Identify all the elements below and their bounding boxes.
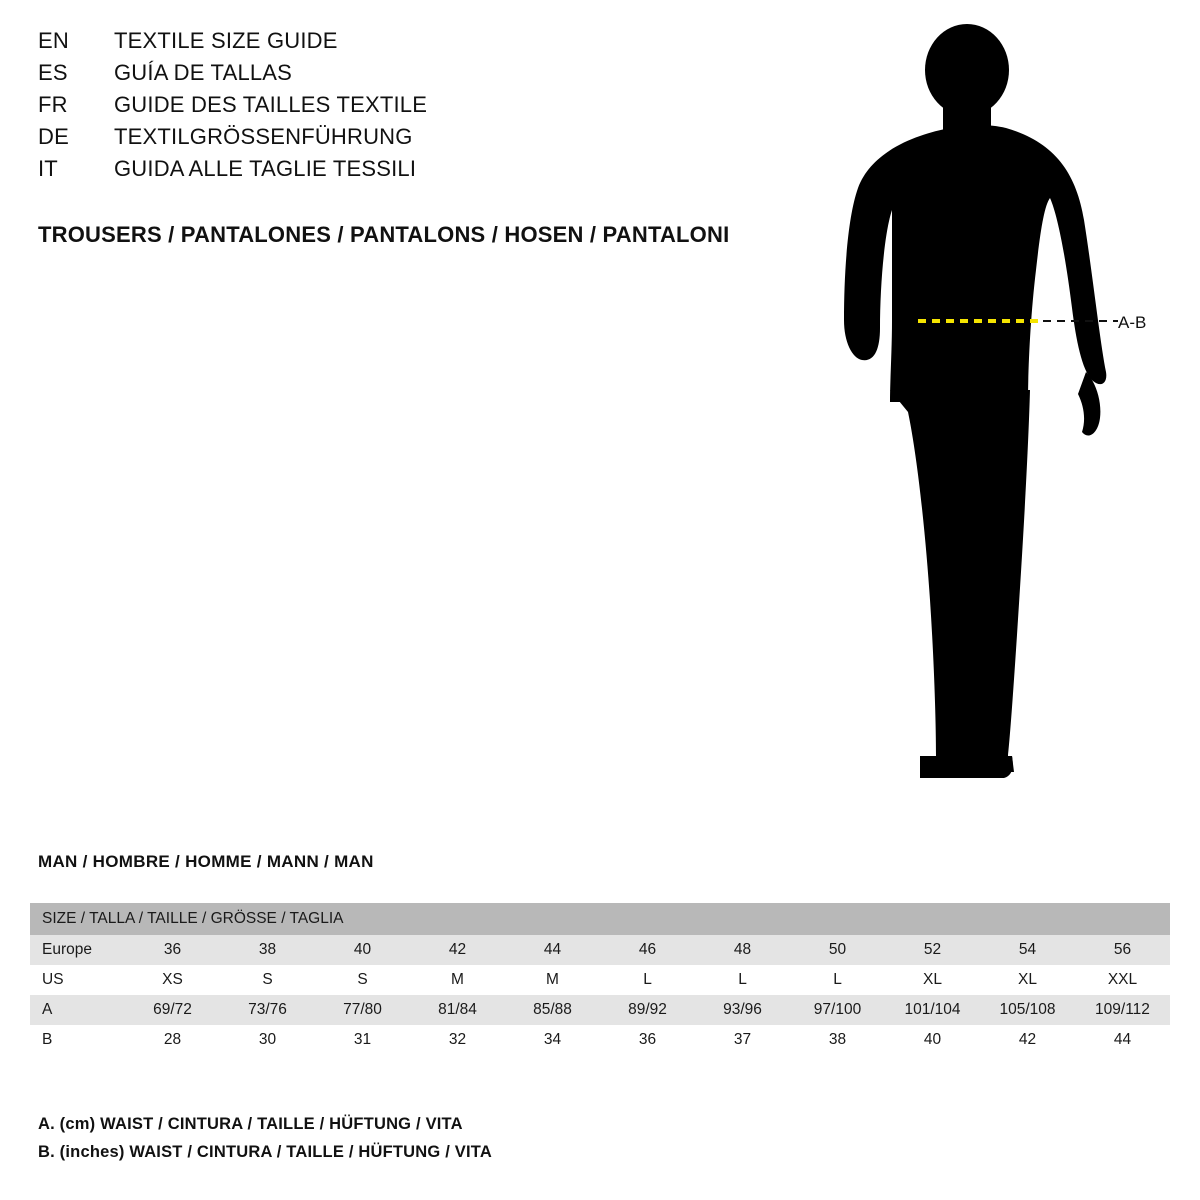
table-row (30, 1025, 1170, 1055)
row-label-a: A (30, 995, 125, 1025)
language-title: GUIDE DES TAILLES TEXTILE (114, 92, 428, 117)
table-row (30, 965, 1170, 995)
table-cell: 77/80 (315, 995, 410, 1025)
language-row (38, 156, 798, 188)
table-cell: 37 (695, 1025, 790, 1055)
table-row (30, 995, 1170, 1025)
table-cell: 34 (505, 1025, 600, 1055)
language-code: FR (38, 92, 68, 117)
size-header-label: SIZE / TALLA / TAILLE / GRÖSSE / TAGLIA (30, 903, 1170, 935)
language-title: GUÍA DE TALLAS (114, 60, 293, 85)
table-cell: XS (125, 965, 220, 995)
table-cell: 44 (505, 935, 600, 965)
man-silhouette-icon (844, 24, 1106, 778)
table-header-row (30, 903, 1170, 935)
table-row (30, 935, 1170, 965)
table-cell: L (600, 965, 695, 995)
language-code: DE (38, 124, 69, 149)
row-label-europe: Europe (30, 935, 125, 965)
language-title: TEXTILGRÖSSENFÜHRUNG (114, 124, 413, 149)
language-title: TEXTILE SIZE GUIDE (114, 28, 338, 53)
table-cell: 56 (1075, 935, 1170, 965)
language-header-list (38, 28, 798, 188)
table-cell: M (505, 965, 600, 995)
table-cell: 42 (410, 935, 505, 965)
table-cell: 69/72 (125, 995, 220, 1025)
size-table (30, 903, 1170, 1055)
language-row (38, 124, 798, 156)
table-cell: 50 (790, 935, 885, 965)
table-cell: 46 (600, 935, 695, 965)
table-cell: 40 (885, 1025, 980, 1055)
table-cell: XXL (1075, 965, 1170, 995)
table-cell: 38 (220, 935, 315, 965)
table-cell: 32 (410, 1025, 505, 1055)
language-row (38, 28, 798, 60)
table-cell: 73/76 (220, 995, 315, 1025)
footnote-b: B. (inches) WAIST / CINTURA / TAILLE / HÜFTUNG / VITA (38, 1143, 492, 1161)
table-cell: L (790, 965, 885, 995)
measure-label-ab: A-B (1118, 313, 1147, 332)
table-cell: 109/112 (1075, 995, 1170, 1025)
table-cell: 93/96 (695, 995, 790, 1025)
table-cell: 48 (695, 935, 790, 965)
table-cell: 40 (315, 935, 410, 965)
table-cell: 30 (220, 1025, 315, 1055)
table-cell: 89/92 (600, 995, 695, 1025)
table-cell: 44 (1075, 1025, 1170, 1055)
table-cell: 38 (790, 1025, 885, 1055)
table-cell: 28 (125, 1025, 220, 1055)
language-code: ES (38, 60, 68, 85)
footnotes (38, 1110, 1038, 1166)
table-cell: S (315, 965, 410, 995)
table-cell: 36 (125, 935, 220, 965)
language-code: IT (38, 156, 58, 181)
row-label-b: B (30, 1025, 125, 1055)
table-cell: 97/100 (790, 995, 885, 1025)
table-cell: M (410, 965, 505, 995)
table-cell: 42 (980, 1025, 1075, 1055)
language-title: GUIDA ALLE TAGLIE TESSILI (114, 156, 417, 181)
table-cell: 101/104 (885, 995, 980, 1025)
table-cell: 31 (315, 1025, 410, 1055)
table-cell: 54 (980, 935, 1075, 965)
table-cell: 105/108 (980, 995, 1075, 1025)
garment-type-title: TROUSERS / PANTALONES / PANTALONS / HOSEN / PANTALONI (38, 222, 730, 247)
table-cell: 81/84 (410, 995, 505, 1025)
table-cell: S (220, 965, 315, 995)
table-cell: L (695, 965, 790, 995)
language-row (38, 92, 798, 124)
row-label-us: US (30, 965, 125, 995)
table-cell: XL (980, 965, 1075, 995)
table-cell: 36 (600, 1025, 695, 1055)
footnote-a: A. (cm) WAIST / CINTURA / TAILLE / HÜFTUNG / VITA (38, 1115, 463, 1133)
table-section-heading: MAN / HOMBRE / HOMME / MANN / MAN (38, 852, 374, 871)
language-row (38, 60, 798, 92)
table-cell: 52 (885, 935, 980, 965)
size-table-container (30, 903, 1170, 1055)
table-cell: XL (885, 965, 980, 995)
language-code: EN (38, 28, 69, 53)
table-cell: 85/88 (505, 995, 600, 1025)
silhouette-figure (800, 20, 1200, 810)
